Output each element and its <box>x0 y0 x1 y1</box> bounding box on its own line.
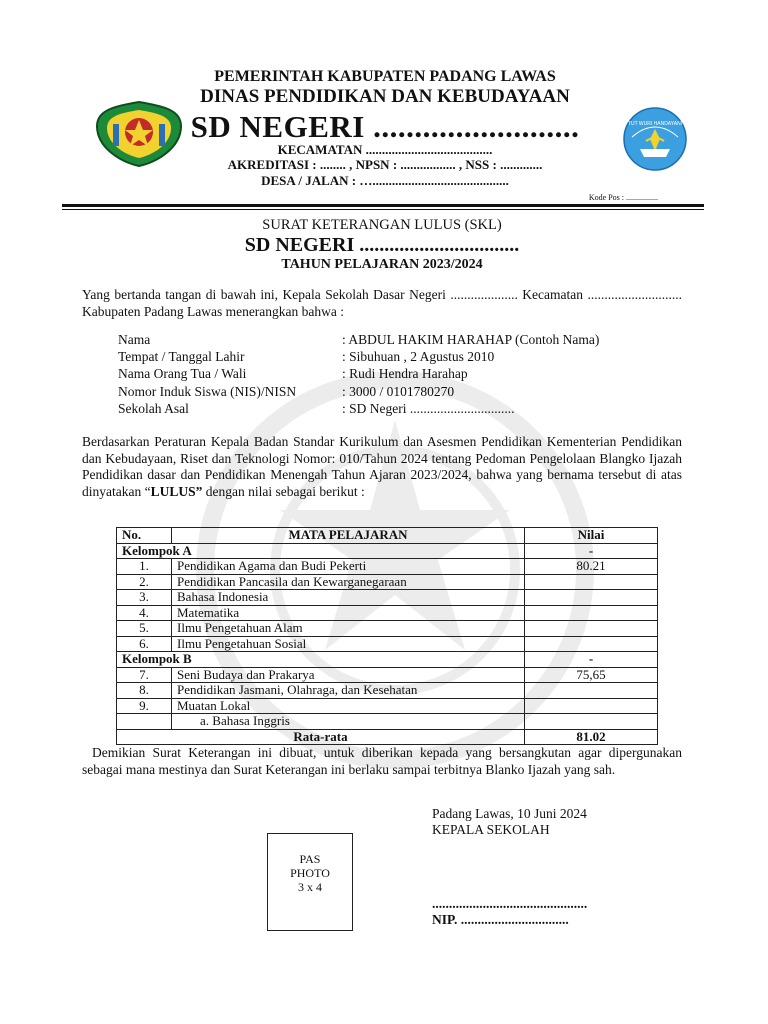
basis-paragraph <box>82 434 682 500</box>
identity-value-birth: : Sibuhuan , 2 Agustus 2010 <box>342 349 495 364</box>
table-row <box>117 636 658 652</box>
header-value: Nilai <box>525 528 658 544</box>
table-row <box>117 698 658 714</box>
basis-status: LULUS” <box>150 483 203 499</box>
header-no: No. <box>117 528 172 544</box>
row-no: 4. <box>117 605 172 621</box>
row-subject: Pendidikan Agama dan Budi Pekerti <box>172 559 525 575</box>
signature-place-date: Padang Lawas, 10 Juni 2024 <box>432 806 587 821</box>
row-value <box>525 714 658 730</box>
identity-label-name: Nama <box>118 332 151 347</box>
closing-paragraph: Demikian Surat Keterangan ini dibuat, untuk diberikan kepada yang bersangkutan agar dipergunakan sebagai mana mestinya dan Surat Keterangan ini berlaku sampai terbitnya Blanko Ijazah yang sah. <box>82 745 682 777</box>
group-value: - <box>525 543 658 559</box>
table-row <box>117 621 658 637</box>
basis-tail: dengan nilai sebagai berikut : <box>202 483 365 499</box>
header-desa: DESA / JALAN : ….......................................... <box>261 173 509 188</box>
row-value <box>525 698 658 714</box>
header-rule-thick <box>62 204 704 207</box>
average-value: 81.02 <box>525 729 658 745</box>
table-row <box>117 559 658 575</box>
group-label: Kelompok B <box>117 652 525 668</box>
basis-text: Berdasarkan Peraturan Kepala Badan Standar Kurikulum dan Asesmen Pendidikan Kementerian Pendidikan dan Kebudayaan, Riset dan Teknologi Nomor: 010/Tahun 2024 tentang Pedoman Pengelolaan Blangko Ijazah Pendidikan dasar dan Pendidikan Menengah Tahun Ajaran 2023/2024, bahwa yang bernama tersebut di atas dinyatakan “ <box>82 434 682 499</box>
row-value <box>525 605 658 621</box>
identity-value-school: : SD Negeri ............................... <box>342 401 515 416</box>
row-subject: Pendidikan Jasmani, Olahraga, dan Kesehatan <box>172 683 525 699</box>
header-akreditasi: AKREDITASI : ........ , NPSN : ................. , NSS : ............. <box>227 157 543 172</box>
row-subject: a. Bahasa Inggris <box>172 714 525 730</box>
row-no: 5. <box>117 621 172 637</box>
header-kode-pos: Kode Pos : ................ <box>588 193 658 202</box>
row-value <box>525 636 658 652</box>
photo-placeholder <box>267 833 353 931</box>
identity-label-birth: Tempat / Tanggal Lahir <box>118 349 245 364</box>
row-value <box>525 621 658 637</box>
table-row <box>117 605 658 621</box>
identity-value-nisn: : 3000 / 0101780270 <box>342 384 455 399</box>
row-subject: Ilmu Pengetahuan Sosial <box>172 636 525 652</box>
row-no: 7. <box>117 667 172 683</box>
row-no: 1. <box>117 559 172 575</box>
document-title: SURAT KETERANGAN LULUS (SKL) <box>262 217 502 233</box>
row-subject: Ilmu Pengetahuan Alam <box>172 621 525 637</box>
row-value <box>525 683 658 699</box>
row-subject: Bahasa Indonesia <box>172 590 525 606</box>
table-row <box>117 574 658 590</box>
row-no: 8. <box>117 683 172 699</box>
table-average-row <box>117 729 658 745</box>
intro-paragraph: Yang bertanda tangan di bawah ini, Kepala Sekolah Dasar Negeri .................... Kecamatan ............................ Kabupaten Padang Lawas menerangkan bahwa : <box>82 287 682 319</box>
identity-label-school: Sekolah Asal <box>118 401 189 416</box>
table-row <box>117 683 658 699</box>
identity-label-nisn: Nomor Induk Siswa (NIS)/NISN <box>118 384 297 399</box>
row-value: 75,65 <box>525 667 658 683</box>
header-school-name: SD NEGERI ......................... <box>190 109 580 144</box>
row-value <box>525 590 658 606</box>
photo-line-3: 3 x 4 <box>298 880 322 894</box>
row-subject: Pendidikan Pancasila dan Kewarganegaraan <box>172 574 525 590</box>
row-no: 3. <box>117 590 172 606</box>
header-rule-thin <box>62 209 704 210</box>
table-row <box>117 667 658 683</box>
group-label: Kelompok A <box>117 543 525 559</box>
row-subject: Muatan Lokal <box>172 698 525 714</box>
signature-role: KEPALA SEKOLAH <box>432 822 550 837</box>
header-government: PEMERINTAH KABUPATEN PADANG LAWAS <box>214 68 556 85</box>
row-no: 6. <box>117 636 172 652</box>
signature-name-line: .............................................. <box>432 896 588 911</box>
header-kecamatan: KECAMATAN ....................................... <box>277 142 493 157</box>
row-no <box>117 714 172 730</box>
identity-value-name: : ABDUL HAKIM HARAHAP (Contoh Nama) <box>342 332 600 347</box>
table-row <box>117 652 658 668</box>
group-value: - <box>525 652 658 668</box>
header-department: DINAS PENDIDIKAN DAN KEBUDAYAAN <box>200 86 570 107</box>
row-subject: Seni Budaya dan Prakarya <box>172 667 525 683</box>
tut-wuri-handayani-logo-icon <box>622 107 688 171</box>
row-subject: Matematika <box>172 605 525 621</box>
row-no: 9. <box>117 698 172 714</box>
photo-line-2: PHOTO <box>290 866 330 880</box>
row-no: 2. <box>117 574 172 590</box>
row-value: 80.21 <box>525 559 658 575</box>
photo-line-1: PAS <box>299 852 321 866</box>
average-label: Rata-rata <box>117 729 525 745</box>
identity-value-parent: : Rudi Hendra Harahap <box>342 366 468 381</box>
row-value <box>525 574 658 590</box>
signature-nip: NIP. ................................ <box>432 912 569 927</box>
table-row <box>117 590 658 606</box>
header-subject: MATA PELAJARAN <box>172 528 525 544</box>
table-row <box>117 714 658 730</box>
identity-label-parent: Nama Orang Tua / Wali <box>118 366 247 381</box>
document-year: TAHUN PELAJARAN 2023/2024 <box>281 257 483 272</box>
table-row <box>117 543 658 559</box>
logo-right-text: TUT WURI HANDAYANI <box>627 121 683 127</box>
table-header-row <box>117 528 658 544</box>
grades-table <box>116 527 658 745</box>
document-school: SD NEGERI ................................ <box>244 234 520 256</box>
